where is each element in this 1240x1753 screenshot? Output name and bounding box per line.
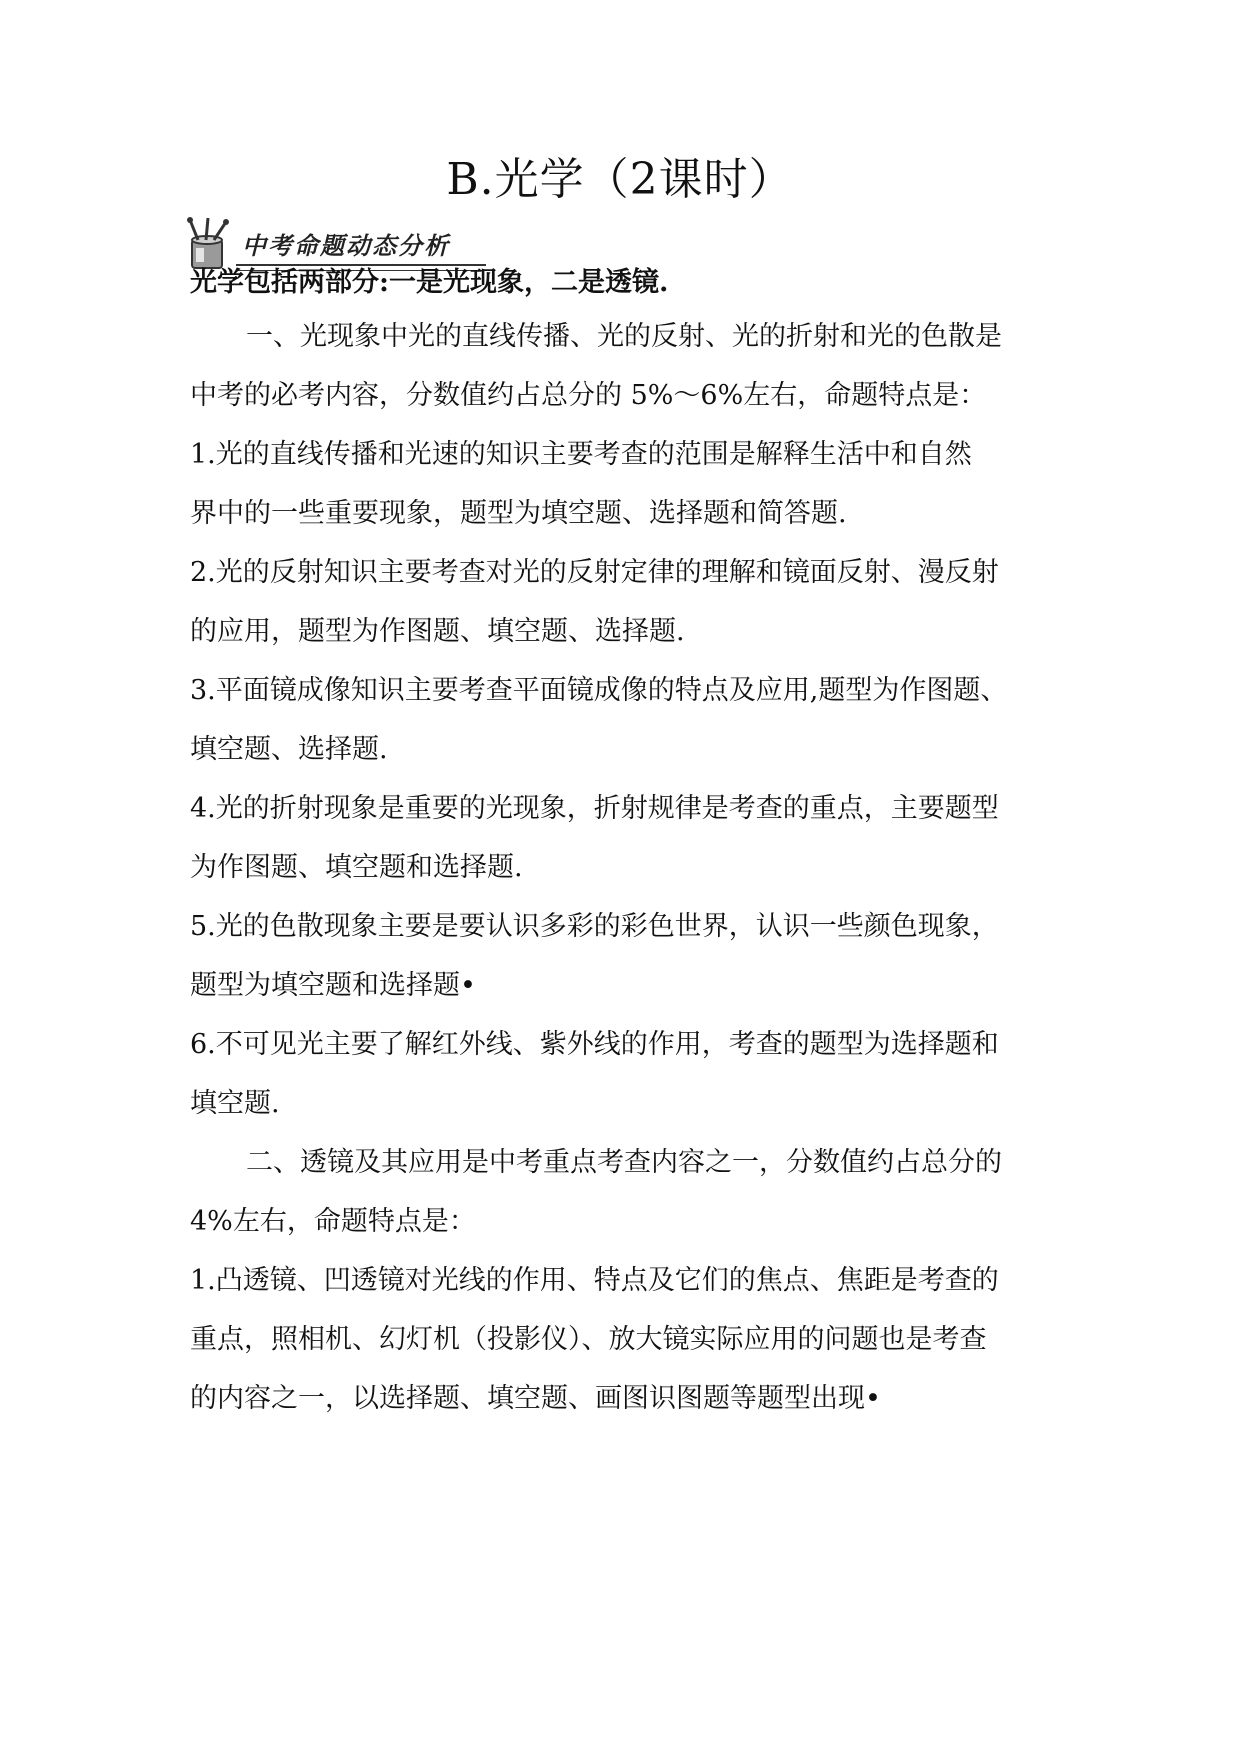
paragraph-line: 题型为填空题和选择题• — [190, 970, 476, 1001]
paragraph-line: 5.光的色散现象主要是要认识多彩的彩色世界，认识一些颜色现象， — [190, 911, 999, 942]
banner-label: 中考命题动态分析 — [242, 232, 450, 260]
paragraph-line: 1.凸透镜、凹透镜对光线的作用、特点及它们的焦点、焦距是考查的 — [190, 1265, 999, 1296]
paragraph-line: 2.光的反射知识主要考查对光的反射定律的理解和镜面反射、漫反射 — [190, 557, 999, 588]
intro-line: 光学包括两部分:一是光现象，二是透镜. — [190, 267, 669, 298]
paragraph-line: 重点，照相机、幻灯机（投影仪）、放大镜实际应用的问题也是考查 — [190, 1324, 987, 1355]
paragraph-line: 填空题. — [190, 1088, 280, 1119]
paragraph-line: 1.光的直线传播和光速的知识主要考查的范围是解释生活中和自然 — [190, 439, 972, 470]
paragraph-line: 6.不可见光主要了解红外线、紫外线的作用，考查的题型为选择题和 — [190, 1029, 999, 1060]
paragraph-line: 4%左右，命题特点是： — [190, 1206, 476, 1237]
paragraph-line: 一、光现象中光的直线传播、光的反射、光的折射和光的色散是 — [246, 321, 1002, 352]
paragraph-line: 4.光的折射现象是重要的光现象，折射规律是考查的重点，主要题型 — [190, 793, 999, 824]
paragraph-line: 界中的一些重要现象，题型为填空题、选择题和简答题. — [190, 498, 847, 529]
paragraph-line: 的内容之一，以选择题、填空题、画图识图题等题型出现• — [190, 1383, 881, 1414]
paragraph-line: 二、透镜及其应用是中考重点考查内容之一，分数值约占总分的 — [246, 1147, 1002, 1178]
paragraph-line: 的应用，题型为作图题、填空题、选择题. — [190, 616, 685, 647]
paragraph-line: 填空题、选择题. — [190, 734, 388, 765]
paragraph-line: 3.平面镜成像知识主要考查平面镜成像的特点及应用,题型为作图题、 — [190, 675, 1008, 706]
paragraph-line: 为作图题、填空题和选择题. — [190, 852, 523, 883]
paragraph-line: 中考的必考内容，分数值约占总分的 5%～6%左右，命题特点是： — [190, 380, 987, 411]
page-title: B.光学（2课时） — [446, 154, 794, 205]
